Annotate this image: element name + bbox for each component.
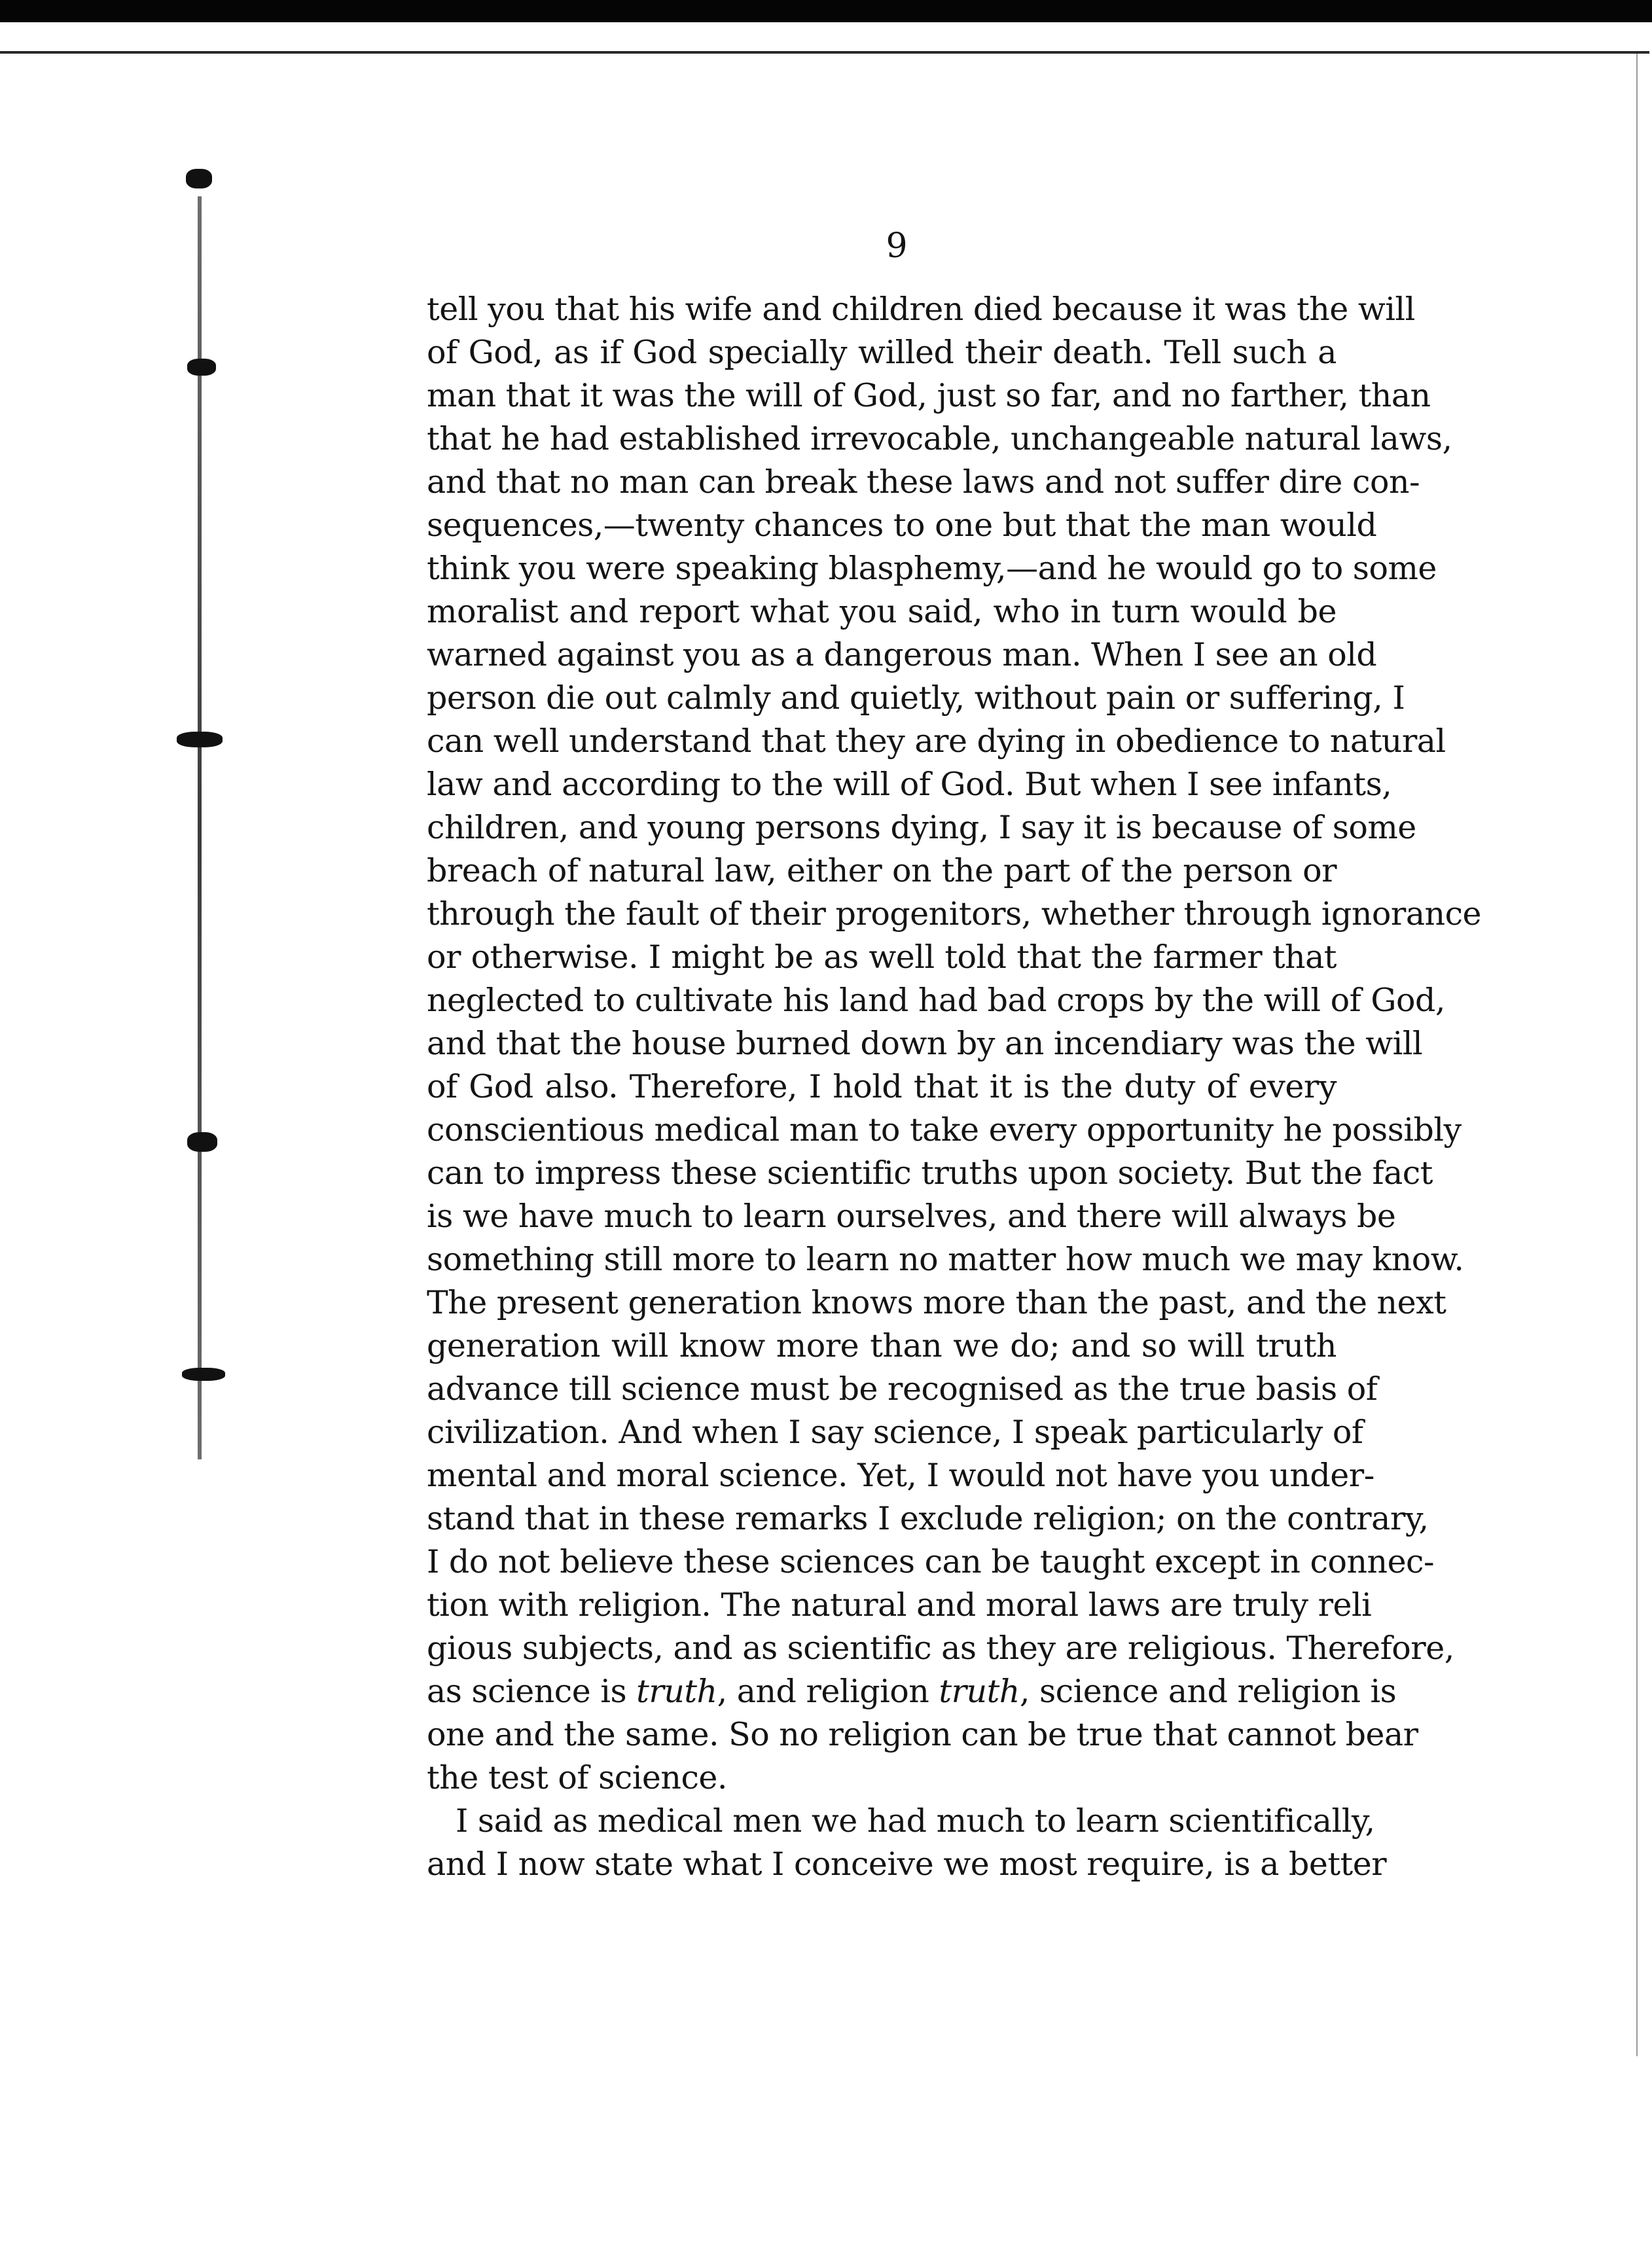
text-line: gious subjects, and as scientific as they are religious. Therefore, — [427, 1630, 1454, 1667]
scan-top-edge — [0, 0, 1652, 22]
page-number: 9 — [886, 226, 908, 266]
text-line: tell you that his wife and children died because it was the will — [427, 291, 1415, 328]
text-run: , science and religion is — [1019, 1673, 1397, 1710]
text-line: mental and moral science. Yet, I would not have you under- — [427, 1457, 1374, 1494]
text-line: of God also. Therefore, I hold that it is the duty of every — [427, 1068, 1337, 1105]
text-line: civilization. And when I say science, I speak particularly of — [427, 1414, 1363, 1451]
text-line: law and according to the will of God. But when I see infants, — [427, 766, 1392, 803]
text-line: person die out calmly and quietly, without pain or suffering, I — [427, 679, 1405, 717]
body-text — [427, 288, 1482, 1886]
binding-mark — [187, 1132, 217, 1152]
binding-mark — [187, 359, 216, 376]
text-line: sequences,—twenty chances to one but that the man would — [427, 507, 1377, 544]
text-line: the test of science. — [427, 1759, 727, 1796]
text-line: advance till science must be recognised as the true basis of — [427, 1370, 1378, 1408]
binding-mark — [177, 732, 223, 747]
page-top-rule — [0, 51, 1649, 54]
italic-word: truth — [939, 1673, 1020, 1710]
text-line: can to impress these scientific truths upon society. But the fact — [427, 1154, 1433, 1192]
text-line: breach of natural law, either on the part of the person or — [427, 852, 1337, 889]
binding-mark — [182, 1368, 225, 1381]
text-line: stand that in these remarks I exclude religion; on the contrary, — [427, 1500, 1429, 1537]
text-line: one and the same. So no religion can be true that cannot bear — [427, 1716, 1418, 1753]
text-line: and that the house burned down by an incendiary was the will — [427, 1025, 1423, 1062]
text-line: and that no man can break these laws and not suffer dire con- — [427, 463, 1420, 501]
text-line: I do not believe these sciences can be taught except in connec- — [427, 1543, 1435, 1580]
text-line: is we have much to learn ourselves, and there will always be — [427, 1198, 1396, 1235]
text-line: I said as medical men we had much to learn scientifically, — [456, 1802, 1375, 1840]
italic-word: truth — [636, 1673, 717, 1710]
text-line-with-italics — [427, 1670, 1397, 1713]
text-line: moralist and report what you said, who in turn would be — [427, 593, 1337, 630]
text-line: neglected to cultivate his land had bad crops by the will of God, — [427, 982, 1445, 1019]
text-line: of God, as if God specially willed their death. Tell such a — [427, 334, 1337, 371]
text-line: something still more to learn no matter how much we may know. — [427, 1241, 1464, 1278]
text-line: can well understand that they are dying in obedience to natural — [427, 722, 1446, 760]
binding-gutter — [198, 196, 202, 1459]
text-run: , and religion — [717, 1673, 939, 1710]
text-run: as science is — [427, 1673, 637, 1710]
text-line: tion with religion. The natural and moral laws are truly reli — [427, 1586, 1372, 1624]
text-line: think you were speaking blasphemy,—and he would go to some — [427, 550, 1437, 587]
text-line: through the fault of their progenitors, whether through ignorance — [427, 895, 1482, 933]
page-right-edge — [1636, 54, 1638, 2056]
text-line: conscientious medical man to take every opportunity he possibly — [427, 1111, 1462, 1149]
binding-mark — [186, 169, 212, 188]
text-line: or otherwise. I might be as well told that the farmer that — [427, 938, 1337, 976]
text-line: that he had established irrevocable, unchangeable natural laws, — [427, 420, 1452, 457]
text-line: and I now state what I conceive we most require, is a better — [427, 1845, 1387, 1883]
text-line: The present generation knows more than the past, and the next — [427, 1284, 1446, 1321]
text-line: man that it was the will of God, just so far, and no farther, than — [427, 377, 1431, 414]
text-line: generation will know more than we do; and so will truth — [427, 1327, 1337, 1364]
text-line: warned against you as a dangerous man. When I see an old — [427, 636, 1377, 673]
text-line: children, and young persons dying, I say it is because of some — [427, 809, 1416, 846]
